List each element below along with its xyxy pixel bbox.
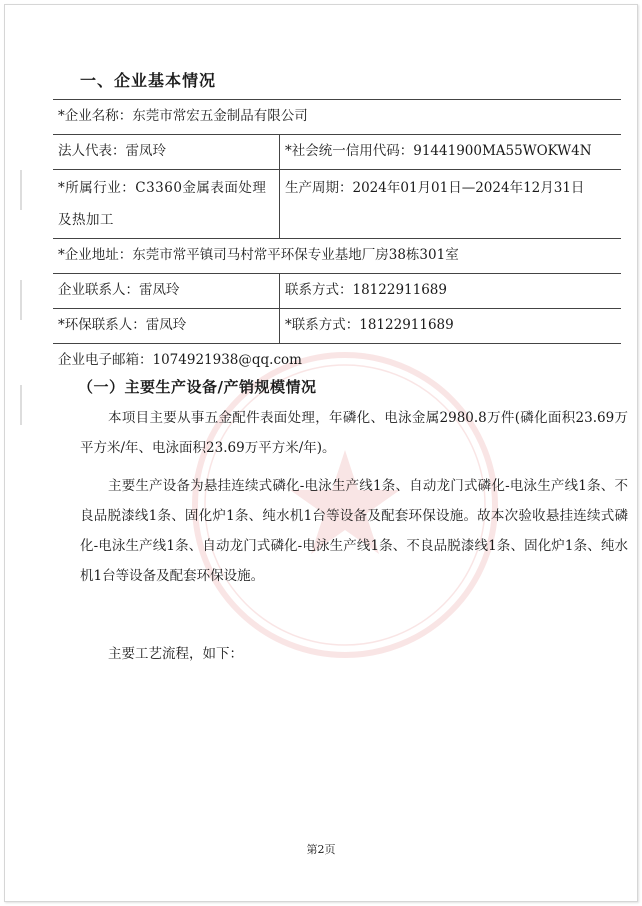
paragraph-process-intro: 主要工艺流程，如下：	[108, 646, 243, 662]
table-row	[53, 170, 621, 239]
company-info-table	[53, 99, 621, 378]
industry-text: *所属行业：C3360金属表面处理及热加工	[58, 180, 267, 228]
production-period-cell: 生产周期：2024年01月01日—2024年12月31日	[280, 170, 622, 239]
address-cell: *企业地址：东莞市常平镇司马村常平环保专业基地厂房38栋301室	[53, 239, 621, 274]
credit-code-cell: *社会统一信用代码：91441900MA55WOKW4N	[280, 135, 622, 170]
table-row	[53, 100, 621, 135]
paragraph-production-scale: 本项目主要从事五金配件表面处理，年磷化、电泳金属2980.8万件(磷化面积23.69万平方米/年、电泳面积23.69万平方米/年)。	[80, 410, 628, 456]
contact-person-cell: 企业联系人：雷凤玲	[53, 274, 280, 309]
env-phone-cell: *联系方式：18122911689	[280, 309, 622, 344]
company-name-cell: *企业名称：东莞市常宏五金制品有限公司	[53, 100, 621, 135]
table-row	[53, 344, 621, 379]
paragraph-equipment: 主要生产设备为悬挂连续式磷化-电泳生产线1条、自动龙门式磷化-电泳生产线1条、不良品脱漆线1条、固化炉1条、纯水机1台等设备及配套环保设施。故本次验收悬挂连续式磷化-电泳生产线1条、自动龙门式磷化-电泳生产线1条、不良品脱漆线1条、固化炉1条、纯水机1台等设备及配套环保设施。	[80, 478, 628, 584]
legal-rep-cell: 法人代表：雷凤玲	[53, 135, 280, 170]
industry-cell	[53, 170, 280, 239]
subsection-title: （一）主要生产设备/产销规模情况	[78, 378, 317, 396]
page-number: 第2页	[306, 843, 336, 856]
table-row	[53, 274, 621, 309]
email-cell: 企业电子邮箱：1074921938@qq.com	[53, 344, 621, 379]
contact-phone-cell: 联系方式：18122911689	[280, 274, 622, 309]
section-title: 一、企业基本情况	[80, 71, 217, 90]
table-row	[53, 309, 621, 344]
table-row	[53, 135, 621, 170]
binding-marks	[14, 170, 28, 430]
table-row	[53, 239, 621, 274]
env-contact-cell: *环保联系人：雷凤玲	[53, 309, 280, 344]
